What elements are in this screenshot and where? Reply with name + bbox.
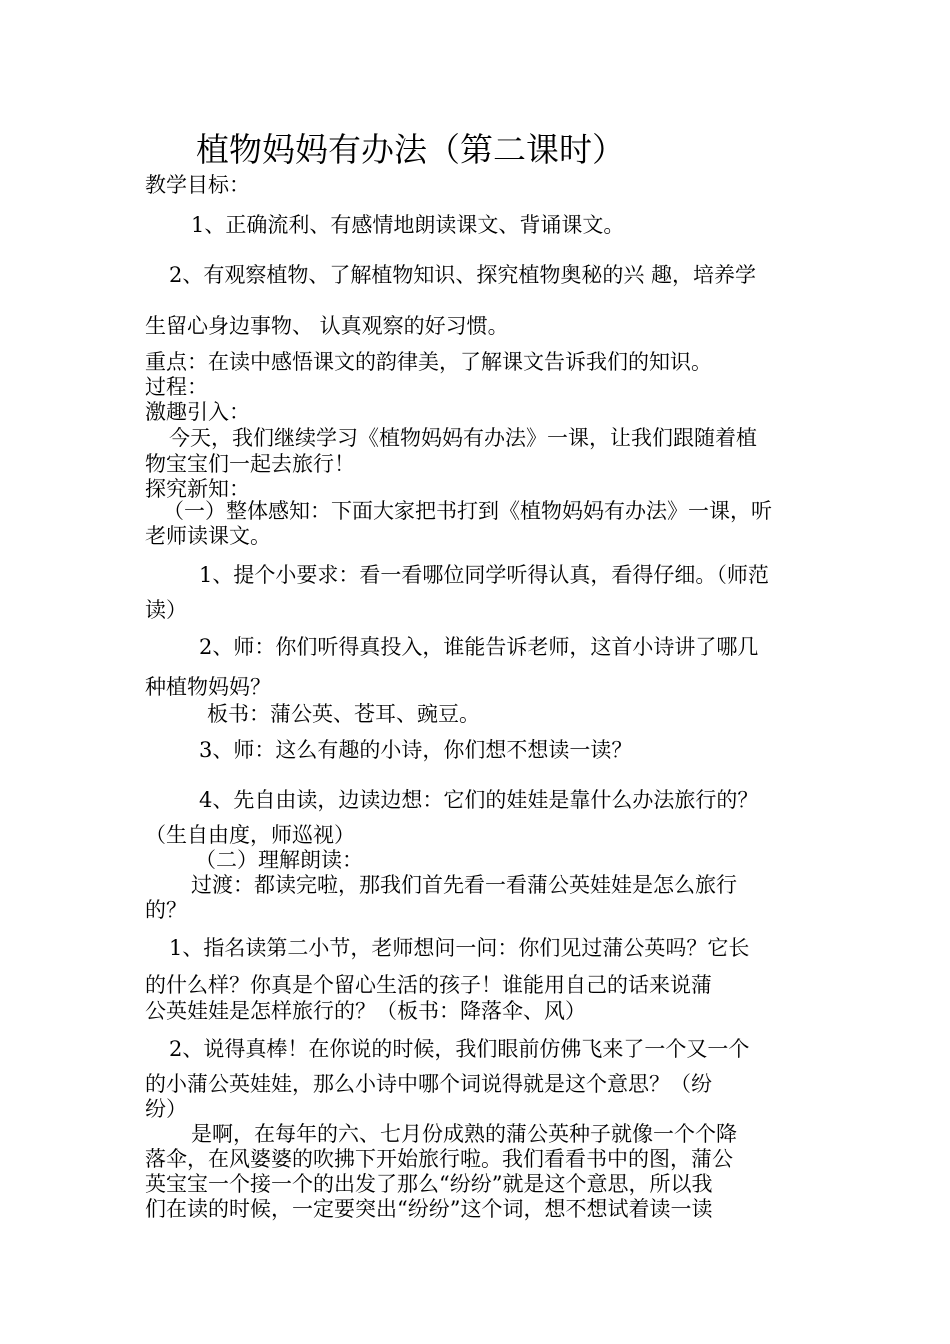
text-line: （生自由度，师巡视）	[145, 823, 355, 847]
text-line: 的？	[145, 898, 187, 922]
text-line: 2、有观察植物、了解植物知识、探究植物奥秘的兴 趣，培养学	[169, 263, 757, 287]
text-line: 今天，我们继续学习《植物妈妈有办法》一课，让我们跟随着植	[169, 426, 757, 450]
text-line: 公英娃娃是怎样旅行的？（板书：降落伞、风）	[145, 999, 586, 1023]
text-line: 读）	[145, 598, 187, 622]
text-line: 生留心身边事物、 认真观察的好习惯。	[145, 314, 509, 338]
text-line: 4、先自由读，边读边想：它们的娃娃是靠什么办法旅行的？	[199, 788, 759, 812]
text-line: 3、师：这么有趣的小诗，你们想不想读一读？	[199, 738, 633, 762]
text-line: 过程：	[145, 375, 208, 399]
text-line: 板书：蒲公英、苍耳、豌豆。	[207, 702, 480, 726]
document-title: 植物妈妈有办法（第二课时）	[196, 130, 625, 169]
text-line: 种植物妈妈？	[145, 675, 271, 699]
text-line: 激趣引入：	[145, 400, 250, 424]
text-line: 2、说得真棒！在你说的时候，我们眼前仿佛飞来了一个又一个	[169, 1037, 750, 1061]
text-line: 们在读的时候，一定要突出“纷纷”这个词，想不想试着读一读	[145, 1197, 713, 1221]
text-line: 老师读课文。	[145, 524, 271, 548]
text-line: 的什么样？你真是个留心生活的孩子！谁能用自己的话来说蒲	[145, 973, 712, 997]
text-line: 教学目标：	[145, 173, 250, 197]
text-line: 2、师：你们听得真投入，谁能告诉老师，这首小诗讲了哪几	[199, 635, 759, 659]
text-line: 探究新知：	[145, 477, 250, 501]
text-line: 的小蒲公英娃娃，那么小诗中哪个词说得就是这个意思？（纷	[145, 1072, 712, 1096]
text-line: 落伞，在风婆婆的吹拂下开始旅行啦。我们看看书中的图，蒲公	[145, 1147, 733, 1171]
text-line: 1、正确流利、有感情地朗读课文、背诵课文。	[191, 213, 625, 237]
text-line: 纷）	[145, 1097, 187, 1121]
text-line: 1、指名读第二小节，老师想问一问：你们见过蒲公英吗？它长	[169, 936, 750, 960]
text-line: 过渡：都读完啦，那我们首先看一看蒲公英娃娃是怎么旅行	[191, 873, 737, 897]
text-line: 1、提个小要求：看一看哪位同学听得认真，看得仔细。（师范	[199, 563, 769, 587]
text-line: 重点：在读中感悟课文的韵律美，了解课文告诉我们的知识。	[145, 350, 712, 374]
text-line: 英宝宝一个接一个的出发了那么“纷纷”就是这个意思，所以我	[145, 1172, 713, 1196]
text-line: （一）整体感知：下面大家把书打到《植物妈妈有办法》一课，听	[163, 499, 772, 523]
text-line: 是啊，在每年的六、七月份成熟的蒲公英种子就像一个个降	[191, 1122, 737, 1146]
text-line: （二）理解朗读：	[195, 848, 363, 872]
text-line: 物宝宝们一起去旅行！	[145, 452, 355, 476]
